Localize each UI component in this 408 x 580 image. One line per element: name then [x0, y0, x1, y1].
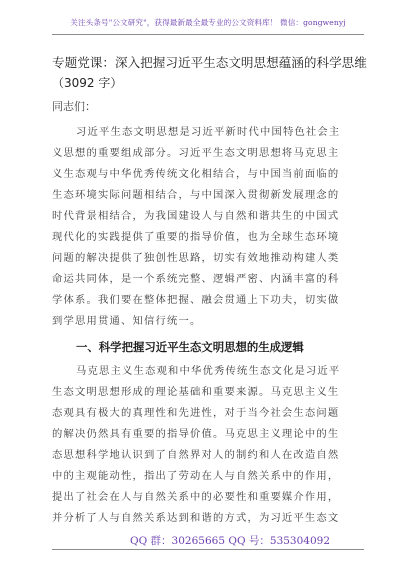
paragraph-line: 学体系。我们要在整体把握、融会贯通上下功夫，切实做 — [52, 294, 340, 306]
paragraph-line: 态观具有极大的真理性和先进性，对于当今社会生态问题 — [52, 407, 340, 419]
header-banner: 关注头条号"公文研究"，获得最新最全最专业的公文资料库！ 微信：gongwenyj — [70, 18, 346, 27]
paragraph-line: 并分析了人与自然关系达到和谐的方式，为习近平生态文 — [52, 512, 340, 524]
paragraph-line: 生态文明思想形成的理论基础和重要来源。马克思主义生 — [52, 386, 340, 398]
paragraph-line: 中的主观能动性，指出了劳动在人与自然关系中的作用， — [52, 470, 340, 482]
paragraph-line: 到学思用贯通、知信行统一。 — [52, 315, 202, 327]
section-heading: 一、科学把握习近平生态文明思想的生成逻辑 — [76, 340, 304, 354]
paragraph-line: 义生态观与中华优秀传统文化相结合，与中国当前面临的 — [52, 168, 340, 180]
paragraph-line: 马克思主义生态观和中华优秀传统生态文化是习近平 — [76, 365, 341, 377]
paragraph-line: 态思想科学地认识到了自然界对人的制约和人在改造自然 — [52, 449, 340, 461]
paragraph-line: 时代背景相结合，为我国建设人与自然和谐共生的中国式 — [52, 210, 340, 222]
paragraph-line: 命运共同体，是一个系统完整、逻辑严密、内涵丰富的科 — [52, 273, 340, 285]
paragraph-line: 生态环境实际问题相结合，与中国深入贯彻新发展理念的 — [52, 189, 340, 201]
paragraph-line: 习近平生态文明思想是习近平新时代中国特色社会主 — [76, 126, 341, 138]
paragraph-line: 义思想的重要组成部分。习近平生态文明思想将马克思主 — [52, 147, 340, 159]
word-count: （3092 字） — [52, 76, 123, 90]
header-divider — [52, 34, 364, 35]
paragraph-line: 的解决仍然具有重要的指导价值。马克思主义理论中的生 — [52, 428, 340, 440]
salutation: 同志们： — [52, 100, 96, 113]
footer-contact: QQ 群：30265665 QQ 号：535304092 — [130, 535, 331, 547]
paragraph-line: 提出了社会在人与自然关系中的必要性和重要媒介作用， — [52, 491, 340, 503]
paragraph-line: 现代化的实践提供了重要的指导价值，也为全球生态环境 — [52, 231, 340, 243]
paragraph-line: 问题的解决提供了独创性思路，切实有效地推动构建人类 — [52, 252, 340, 264]
document-title: 专题党课：深入把握习近平生态文明思想蕴涵的科学思维 — [52, 55, 367, 70]
footer-divider — [52, 549, 364, 550]
